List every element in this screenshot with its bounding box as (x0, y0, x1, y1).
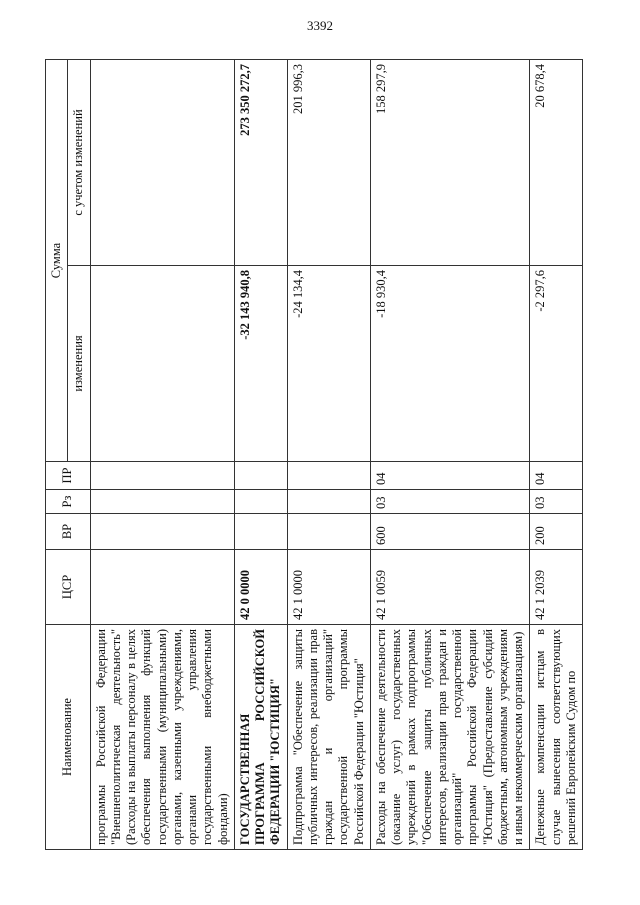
row-name: программы Российской Федерации "Внешнеполитическая деятельность" (Расходы на выплаты персоналу в целях обеспечения выполнения функций государственными (муниципальными) органами, казенными учреждениями, органами управления государственными внебюджетными фондами) (90, 625, 234, 850)
header-name: Наименование (46, 625, 91, 850)
header-vr: ВР (46, 514, 91, 550)
row-rz (234, 490, 287, 514)
page-number: 3392 (307, 18, 333, 33)
header-with-changes: с учетом изменений (68, 60, 90, 266)
table-row (234, 60, 287, 850)
row-csr (90, 550, 234, 625)
row-vr (287, 514, 370, 550)
header-change: изменения (68, 266, 90, 462)
budget-table (45, 59, 583, 850)
row-csr: 42 1 0059 (370, 550, 530, 625)
row-name: Денежные компенсации истцам в случае вынесения соответствующих решений Европейским Судом по (530, 625, 583, 850)
table-row (530, 60, 583, 850)
row-pr: 04 (530, 462, 583, 490)
row-total: 158 297,9 (370, 60, 530, 266)
row-rz (90, 490, 234, 514)
header-row (46, 60, 68, 850)
row-total: 273 350 272,7 (234, 60, 287, 266)
header-rz: Рз (46, 490, 91, 514)
header-pr: ПР (46, 462, 91, 490)
row-pr: 04 (370, 462, 530, 490)
row-change: -2 297,6 (530, 266, 583, 462)
row-vr (90, 514, 234, 550)
row-name: Подпрограмма "Обеспечение защиты публичных интересов, реализации прав граждан и организаций" государственной программы Российской Федерации "Юстиция" (287, 625, 370, 850)
table-row (287, 60, 370, 850)
row-pr (90, 462, 234, 490)
row-pr (234, 462, 287, 490)
row-csr: 42 0 0000 (234, 550, 287, 625)
table-row (370, 60, 530, 850)
row-total (90, 60, 234, 266)
rotated-table-sheet (45, 60, 605, 850)
header-sum: Сумма (46, 60, 68, 462)
row-rz (287, 490, 370, 514)
header-csr: ЦСР (46, 550, 91, 625)
row-vr (234, 514, 287, 550)
row-name: ГОСУДАРСТВЕННАЯ ПРОГРАММА РОССИЙСКОЙ ФЕДЕРАЦИИ "ЮСТИЦИЯ" (234, 625, 287, 850)
row-change: -24 134,4 (287, 266, 370, 462)
row-csr: 42 1 0000 (287, 550, 370, 625)
row-vr: 200 (530, 514, 583, 550)
row-total: 20 678,4 (530, 60, 583, 266)
row-pr (287, 462, 370, 490)
row-rz: 03 (370, 490, 530, 514)
row-change (90, 266, 234, 462)
row-vr: 600 (370, 514, 530, 550)
row-change: -18 930,4 (370, 266, 530, 462)
row-change: -32 143 940,8 (234, 266, 287, 462)
row-name: Расходы на обеспечение деятельности (оказание услуг) государственных учреждений в рамках подпрограммы "Обеспечение защиты публичных интересов, реализации прав граждан и организаций" государственной программы Российской Федерации "Юстиция" (Предоставление субсидий бюджетным, автономным учреждениям и иным некоммерческим организациям) (370, 625, 530, 850)
table-row (90, 60, 234, 850)
row-rz: 03 (530, 490, 583, 514)
row-csr: 42 1 2039 (530, 550, 583, 625)
row-total: 201 996,3 (287, 60, 370, 266)
